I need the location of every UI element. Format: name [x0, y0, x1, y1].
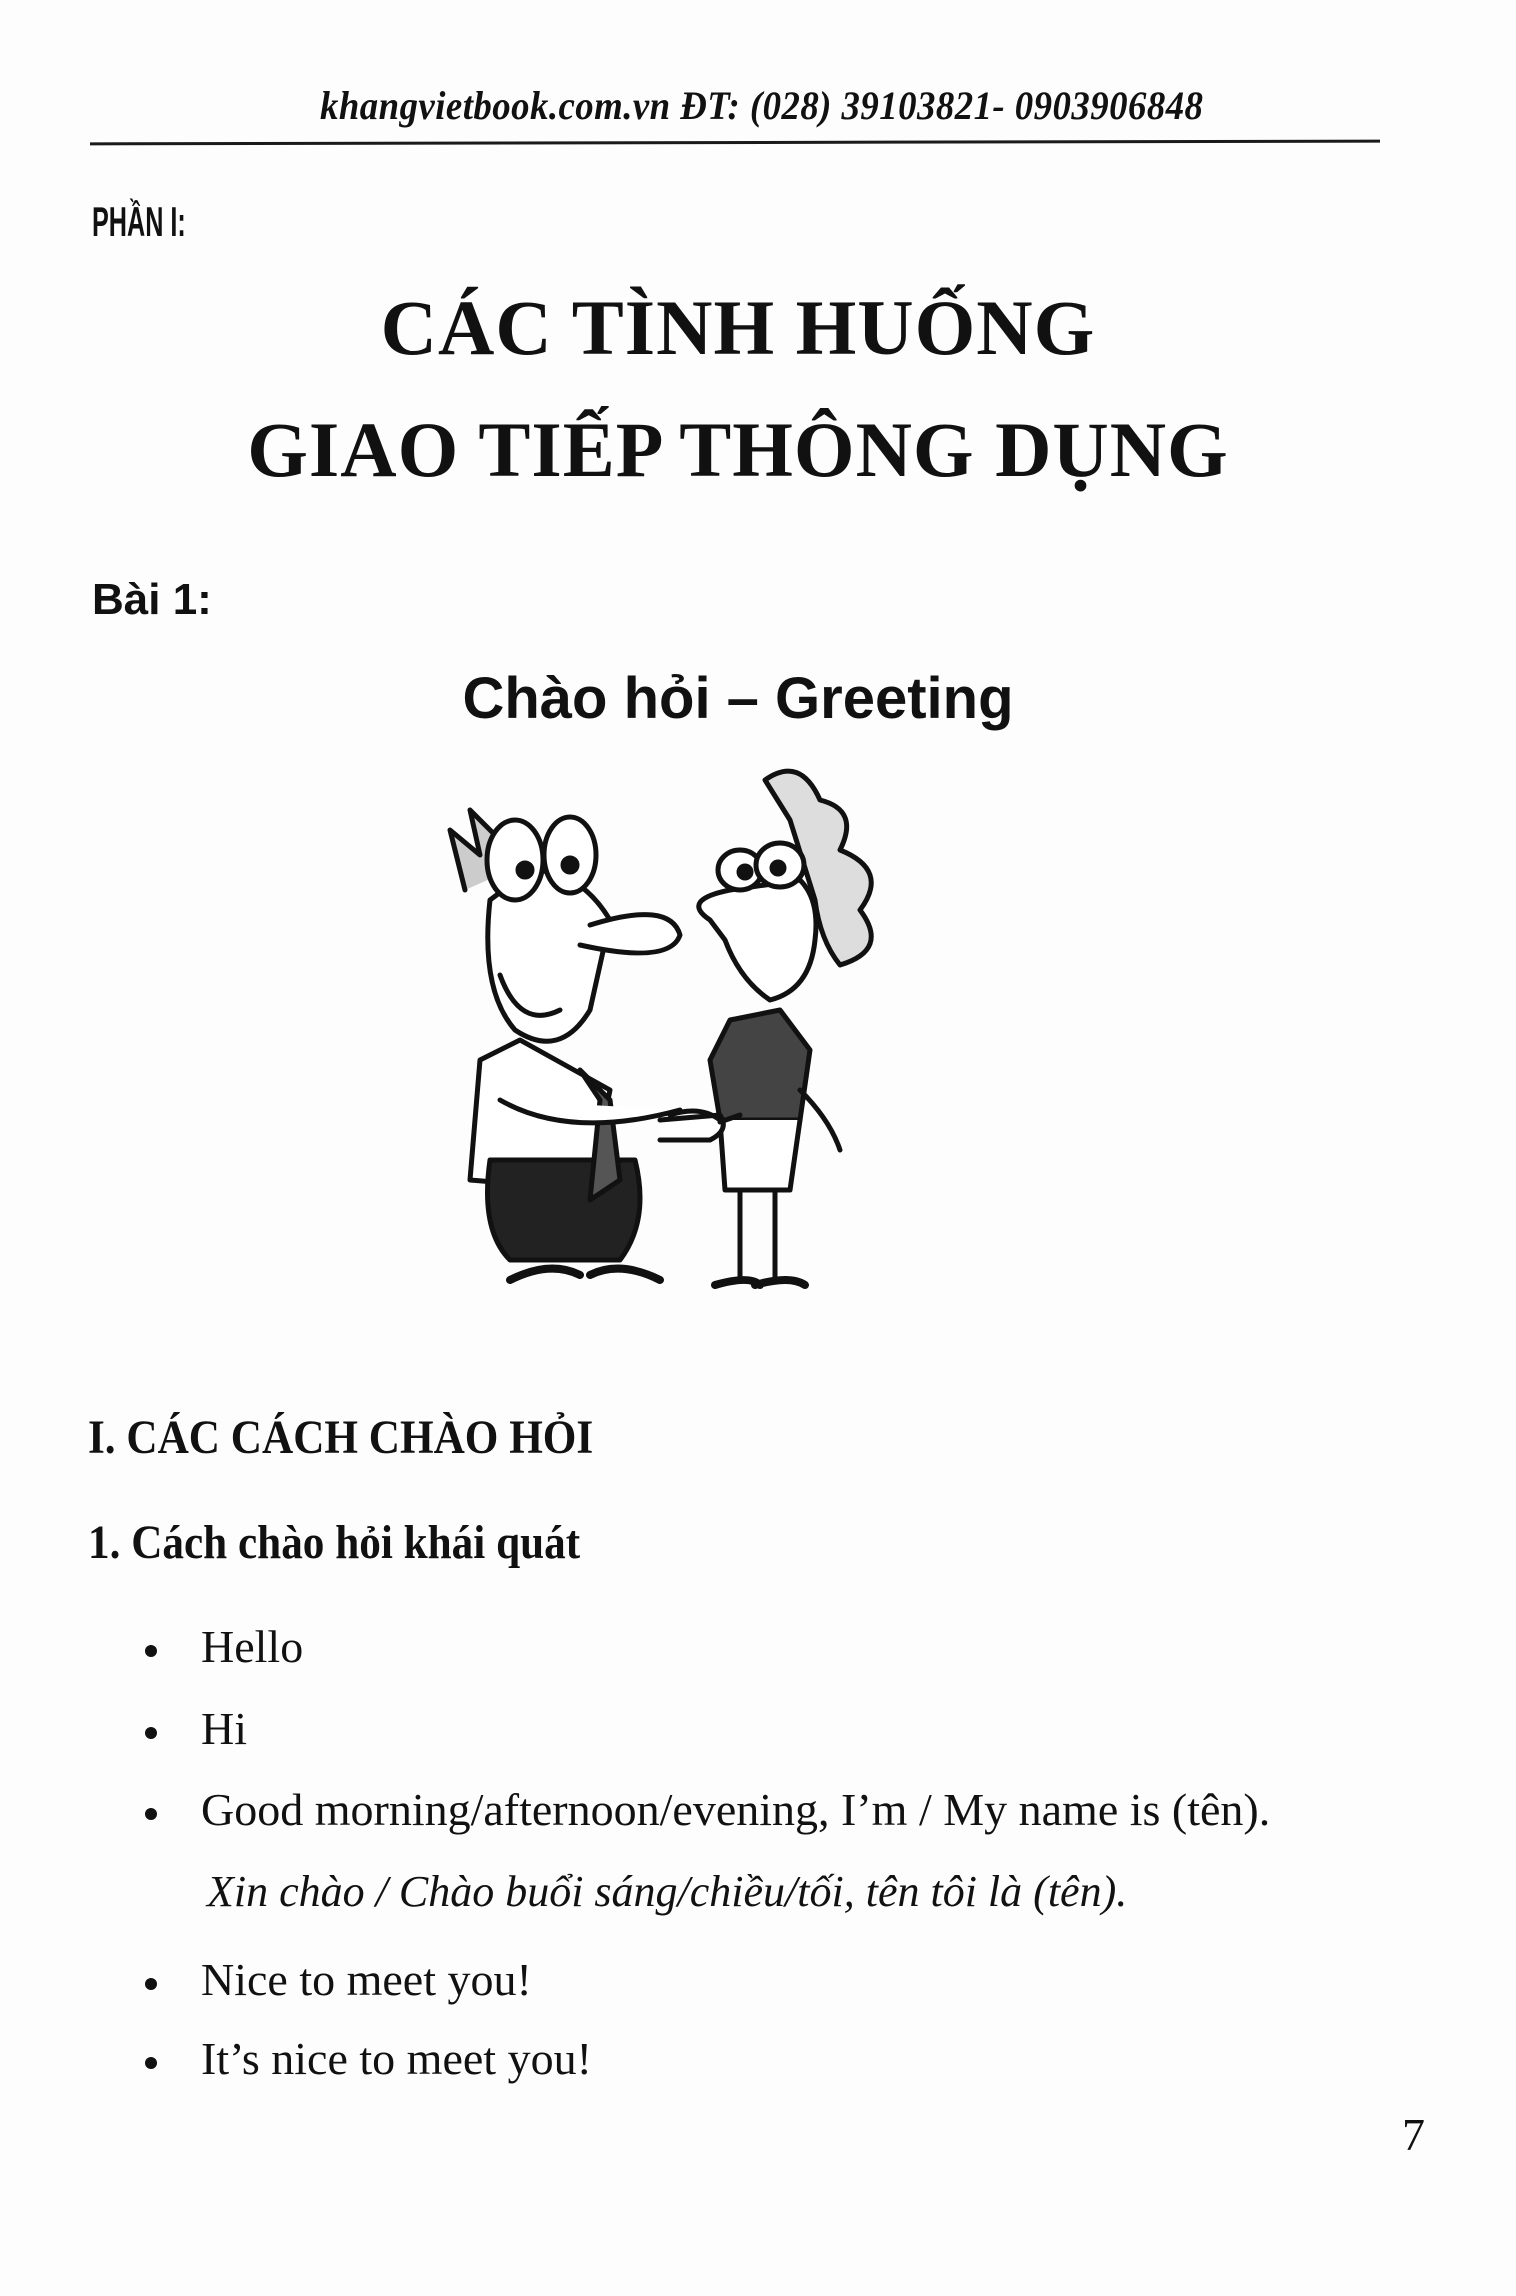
page-header: khangvietbook.com.vn ĐT: (028) 39103821- 0903906848	[320, 83, 1204, 128]
bullet-icon	[145, 1645, 157, 1657]
list-item	[145, 1953, 532, 2006]
item-text: Hello	[201, 1621, 304, 1672]
item-text: Good morning/afternoon/evening, I’m / My name is (tên).	[201, 1784, 1271, 1835]
chapter-title-line1: CÁC TÌNH HUỐNG	[380, 284, 1096, 371]
lesson-title: Chào hỏi – Greeting	[462, 666, 1014, 731]
subsection-heading: 1. Cách chào hỏi khái quát	[88, 1516, 581, 1569]
item-text: Nice to meet you!	[201, 1954, 532, 2005]
bullet-icon	[145, 1808, 157, 1820]
list-item	[145, 1783, 1270, 1836]
lesson-label: Bài 1:	[92, 575, 212, 624]
handshake-illustration	[420, 760, 1060, 1330]
list-item	[145, 1702, 247, 1755]
page-number: 7	[1402, 2109, 1425, 2160]
list-item	[145, 1620, 303, 1673]
chapter-title-line2: GIAO TIẾP THÔNG DỤNG	[247, 406, 1229, 493]
man-figure	[450, 810, 680, 1280]
bullet-icon	[145, 2057, 157, 2069]
item-translation: Xin chào / Chào buổi sáng/chiều/tối, tên tôi là (tên).	[207, 1867, 1128, 1916]
part-label: PHẦN I:	[92, 198, 186, 245]
bullet-icon	[145, 1727, 157, 1739]
item-text: Hi	[201, 1703, 247, 1754]
header-divider	[90, 140, 1380, 146]
item-text: It’s nice to meet you!	[201, 2033, 592, 2084]
bullet-icon	[145, 1978, 157, 1990]
woman-figure	[699, 771, 872, 1285]
section-heading: I. CÁC CÁCH CHÀO HỎI	[88, 1411, 594, 1464]
list-item	[145, 2032, 592, 2085]
